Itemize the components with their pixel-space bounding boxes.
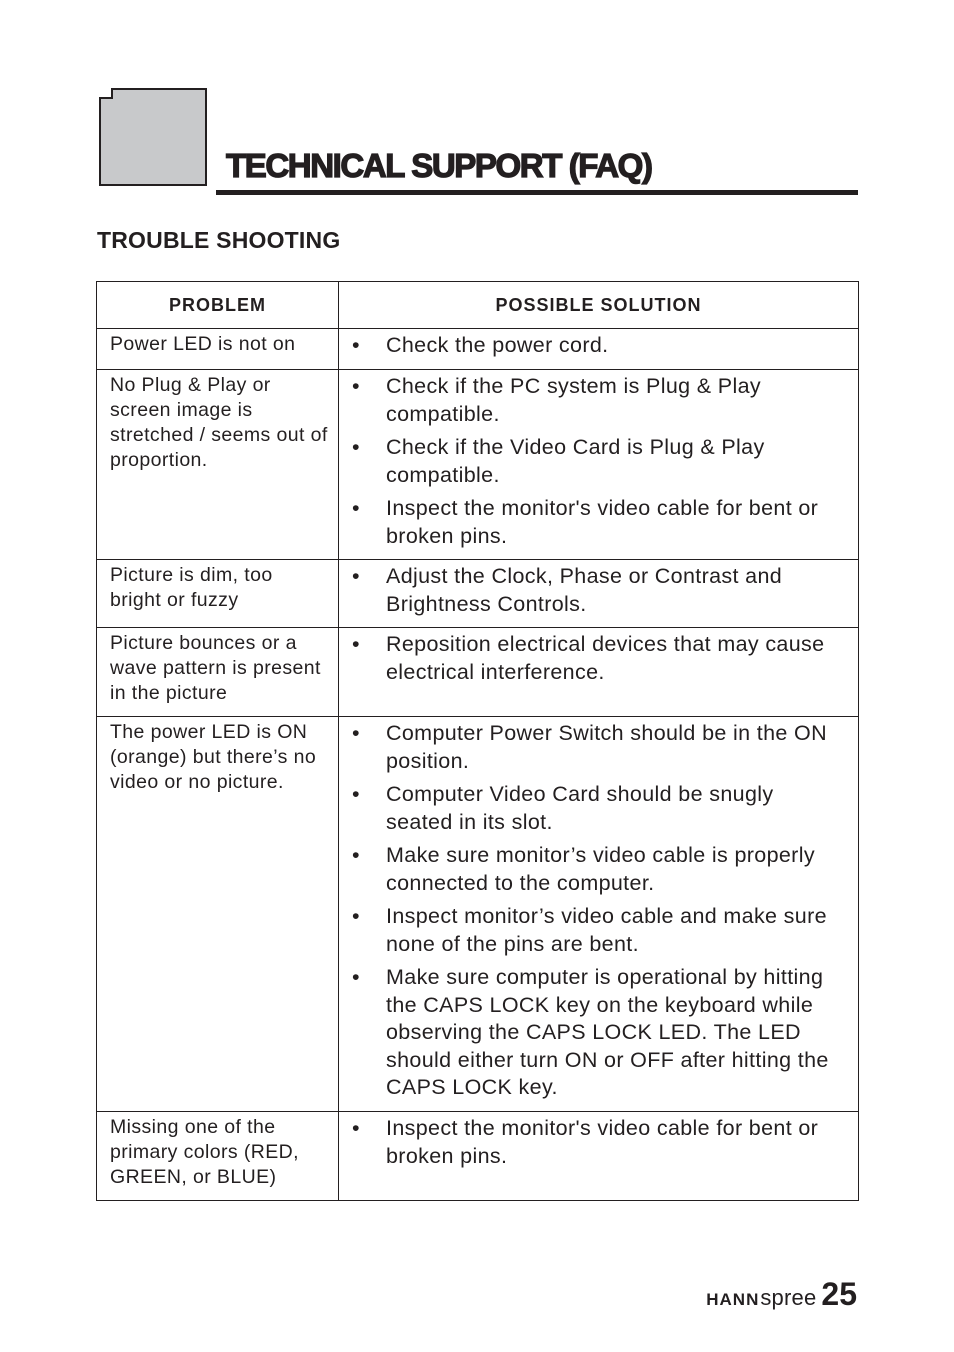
table-row bbox=[97, 329, 859, 370]
solution-cell bbox=[339, 329, 859, 370]
solution-text: Reposition electrical devices that may cause electrical interference. bbox=[386, 632, 825, 684]
table-row bbox=[97, 717, 859, 1112]
brand-logo-spree: spree bbox=[760, 1285, 817, 1310]
solution-item bbox=[339, 1115, 846, 1170]
solution-text: Check the power cord. bbox=[386, 333, 609, 357]
bullet-icon: • bbox=[352, 632, 360, 656]
bullet-icon: • bbox=[352, 843, 360, 867]
bullet-icon: • bbox=[352, 721, 360, 745]
solution-item bbox=[339, 842, 846, 897]
solution-text: Check if the PC system is Plug & Play compatible. bbox=[386, 374, 761, 426]
bullet-icon: • bbox=[352, 435, 360, 459]
solution-text: Inspect monitor’s video cable and make sure none of the pins are bent. bbox=[386, 904, 827, 956]
title-underline bbox=[216, 190, 858, 195]
solution-item bbox=[339, 373, 846, 428]
solution-text: Inspect the monitor's video cable for bent or broken pins. bbox=[386, 1116, 819, 1168]
solution-cell bbox=[339, 370, 859, 560]
bullet-icon: • bbox=[352, 1116, 360, 1140]
solution-item bbox=[339, 332, 846, 360]
solution-item bbox=[339, 720, 846, 775]
bullet-icon: • bbox=[352, 965, 360, 989]
column-header-problem: PROBLEM bbox=[97, 282, 339, 329]
brand-logo-hann: HANN bbox=[706, 1290, 760, 1309]
problem-cell: Picture bounces or a wave pattern is present in the picture bbox=[97, 628, 339, 717]
table-row bbox=[97, 560, 859, 628]
solution-text: Inspect the monitor's video cable for bent or broken pins. bbox=[386, 496, 819, 548]
page-footer bbox=[706, 1276, 857, 1316]
bullet-icon: • bbox=[352, 782, 360, 806]
bullet-icon: • bbox=[352, 374, 360, 398]
solution-item bbox=[339, 434, 846, 489]
page-number: 25 bbox=[821, 1276, 857, 1312]
table-row bbox=[97, 1112, 859, 1201]
problem-cell: Missing one of the primary colors (RED, GREEN, or BLUE) bbox=[97, 1112, 339, 1201]
solution-text: Make sure monitor’s video cable is properly connected to the computer. bbox=[386, 843, 815, 895]
solution-item bbox=[339, 781, 846, 836]
solution-item bbox=[339, 631, 846, 686]
solution-item bbox=[339, 964, 846, 1102]
solution-cell bbox=[339, 628, 859, 717]
solution-text: Check if the Video Card is Plug & Play compatible. bbox=[386, 435, 765, 487]
solution-item bbox=[339, 563, 846, 618]
table-row bbox=[97, 370, 859, 560]
table-row bbox=[97, 628, 859, 717]
bullet-icon: • bbox=[352, 564, 360, 588]
solution-item bbox=[339, 495, 846, 550]
solution-text: Computer Video Card should be snugly seated in its slot. bbox=[386, 782, 774, 834]
problem-cell: No Plug & Play or screen image is stretched / seems out of proportion. bbox=[97, 370, 339, 560]
bullet-icon: • bbox=[352, 904, 360, 928]
troubleshooting-table bbox=[96, 281, 859, 1201]
problem-cell: The power LED is ON (orange) but there’s no video or no picture. bbox=[97, 717, 339, 1112]
problem-cell: Power LED is not on bbox=[97, 329, 339, 370]
solution-cell bbox=[339, 560, 859, 628]
solution-text: Computer Power Switch should be in the ON position. bbox=[386, 721, 827, 773]
solution-item bbox=[339, 903, 846, 958]
solution-cell bbox=[339, 717, 859, 1112]
solution-text: Make sure computer is operational by hitting the CAPS LOCK key on the keyboard while observing the CAPS LOCK LED. The LED should either turn ON or OFF after hitting the CAPS LOCK key. bbox=[386, 965, 829, 1099]
problem-cell: Picture is dim, too bright or fuzzy bbox=[97, 560, 339, 628]
table-header-row bbox=[97, 282, 859, 329]
solution-cell bbox=[339, 1112, 859, 1201]
solution-text: Adjust the Clock, Phase or Contrast and Brightness Controls. bbox=[386, 564, 783, 616]
column-header-solution: POSSIBLE SOLUTION bbox=[339, 282, 859, 329]
chapter-tab-notch bbox=[99, 88, 113, 99]
bullet-icon: • bbox=[352, 496, 360, 520]
bullet-icon: • bbox=[352, 333, 360, 357]
section-heading: TROUBLE SHOOTING bbox=[97, 227, 341, 253]
page-title: TECHNICAL SUPPORT (FAQ) bbox=[226, 147, 652, 184]
chapter-tab-icon bbox=[99, 88, 207, 186]
